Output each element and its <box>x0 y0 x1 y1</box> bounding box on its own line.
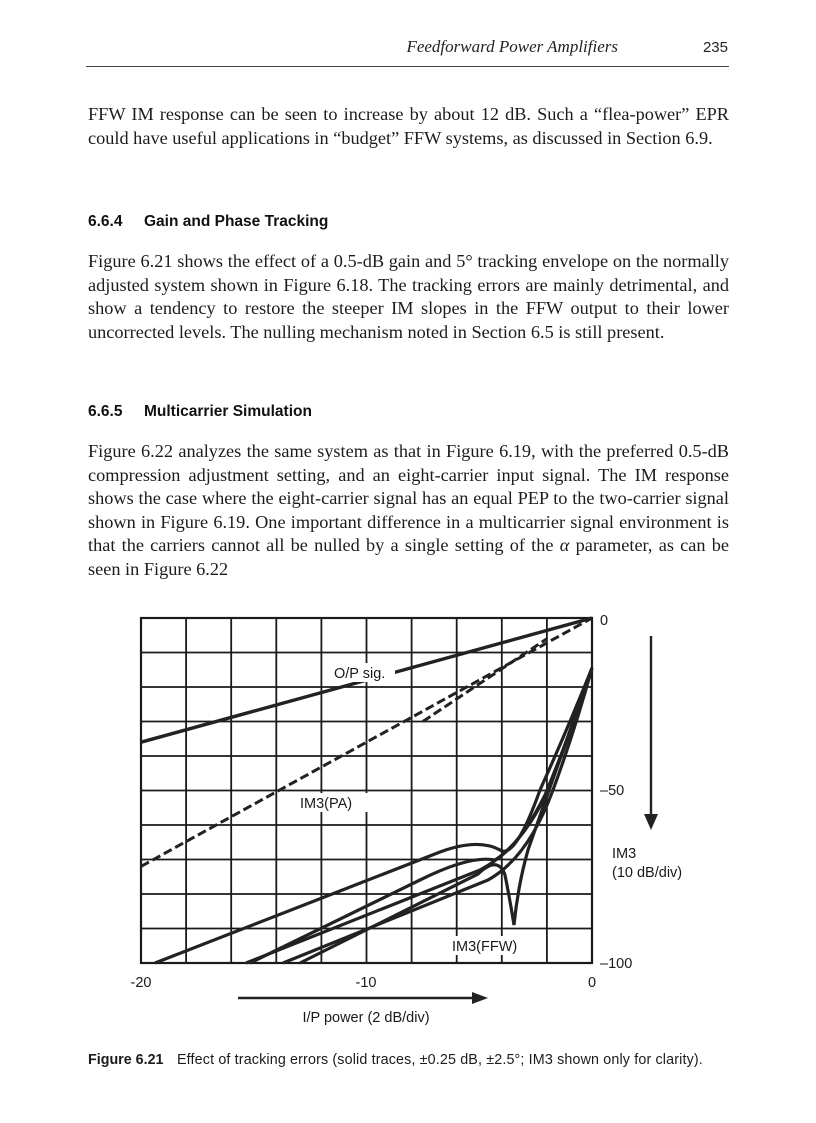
x-tick-label: -10 <box>355 975 377 991</box>
series-traces-3 <box>155 668 592 963</box>
y-tick-label: 0 <box>600 613 609 629</box>
section-number: 6.6.4 <box>88 213 123 230</box>
figure-caption <box>88 1050 729 1071</box>
label-im3-pa: IM3(PA) <box>300 796 353 812</box>
caption-label: Figure 6.21 <box>88 1052 164 1068</box>
x-tick-label: -20 <box>130 975 152 991</box>
y-axis-label-line2: (10 dB/div) <box>612 865 683 881</box>
page-number: 235 <box>702 39 728 56</box>
series-im3-ffw <box>423 639 547 722</box>
section-title: Gain and Phase Tracking <box>144 213 329 230</box>
alpha-symbol: α <box>559 535 570 555</box>
paragraph-1: FFW IM response can be seen to increase by about 12 dB. Such a “flea-power” EPR could have useful applications in “budget” FFW systems, as discussed in Section 6.9. <box>88 104 729 148</box>
y-tick-label: –100 <box>600 956 633 972</box>
caption-text: Effect of tracking errors (solid traces, ±0.25 dB, ±2.5°; IM3 shown only for clarity). <box>177 1052 703 1068</box>
label-op-sig: O/P sig. <box>334 666 386 682</box>
x-axis-label: I/P power (2 dB/div) <box>302 1010 430 1026</box>
paragraph-3-text: Figure 6.22 analyzes the same system as that in Figure 6.19, with the preferred 0.5-dB compression adjustment setting, and an eight-carrier input signal. The IM response shows the case where the eight-carrier signal has an equal PEP to the two-carrier signal shown in Figure 6.19. One important difference in a multicarrier signal environment is that the carriers cannot all be nulled by a single setting of the <box>88 441 729 555</box>
x-tick-label: 0 <box>587 975 597 991</box>
section-number: 6.6.5 <box>88 403 123 420</box>
paragraph-2: Figure 6.21 shows the effect of a 0.5-dB gain and 5° tracking envelope on the normally adjusted system shown in Figure 6.18. The tracking errors are mainly detrimental, and show a tendency to restore the steeper IM slopes in the FFW output to their lower uncorrected levels. The nulling mechanism noted in Section 6.5 is still present. <box>88 251 729 342</box>
section-title: Multicarrier Simulation <box>144 403 312 420</box>
paragraph-3-text-end: parameter, as can be seen in Figure 6.22 <box>88 535 729 579</box>
y-tick-label: –50 <box>600 783 625 799</box>
running-title: Feedforward Power Amplifiers <box>406 37 618 56</box>
label-im3-ffw: IM3(FFW) <box>452 939 518 955</box>
y-axis-label-line1: IM3 <box>612 846 637 862</box>
x-axis-arrow-head <box>472 992 488 1004</box>
y-axis-arrow-head <box>644 814 658 830</box>
